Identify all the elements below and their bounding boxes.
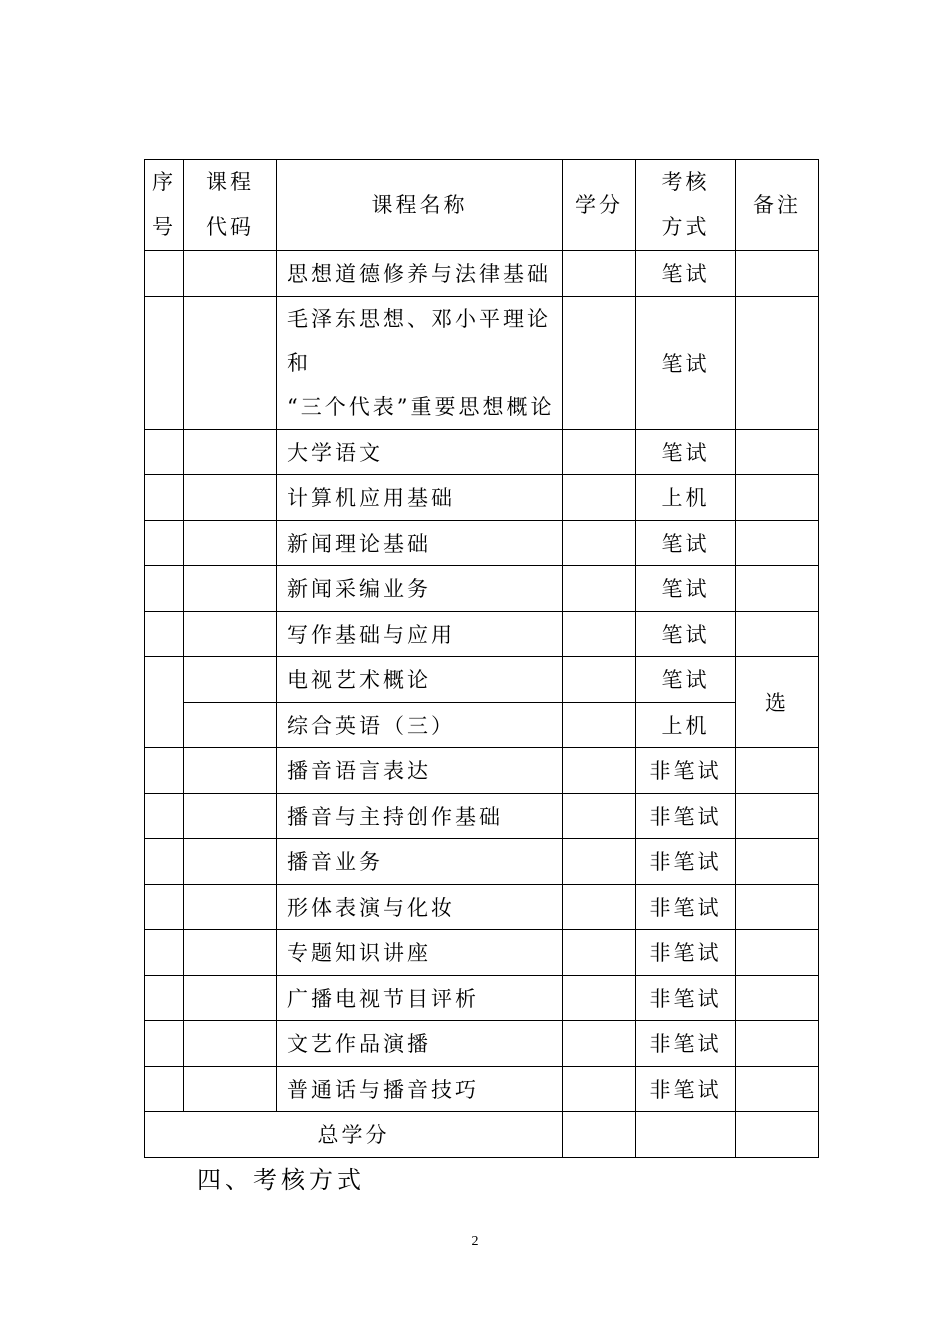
code-cell	[184, 975, 277, 1021]
course-name: 播音与主持创作基础	[277, 793, 563, 839]
code-cell	[184, 1021, 277, 1067]
table-row	[145, 429, 819, 475]
note-cell	[736, 1066, 819, 1112]
total-credit-value	[563, 1112, 636, 1158]
course-name: 播音业务	[277, 839, 563, 885]
seq-cell	[145, 975, 184, 1021]
table-row	[145, 975, 819, 1021]
seq-cell	[145, 475, 184, 521]
total-credits-label: 总学分	[145, 1112, 563, 1158]
credit-cell	[563, 702, 636, 748]
seq-cell	[145, 839, 184, 885]
exam-method: 笔试	[636, 566, 736, 612]
elective-note: 选	[736, 657, 819, 748]
seq-cell	[145, 1066, 184, 1112]
note-cell	[736, 611, 819, 657]
table-row	[145, 839, 819, 885]
seq-cell	[145, 566, 184, 612]
code-cell	[184, 702, 277, 748]
code-cell	[184, 930, 277, 976]
table-row	[145, 657, 819, 703]
exam-method: 非笔试	[636, 930, 736, 976]
code-cell	[184, 884, 277, 930]
course-name: 新闻理论基础	[277, 520, 563, 566]
exam-method: 笔试	[636, 520, 736, 566]
course-name: 综合英语（三）	[277, 702, 563, 748]
course-name: 毛泽东思想、邓小平理论和 “三个代表”重要思想概论	[277, 296, 563, 429]
table-header-row	[145, 160, 819, 251]
code-cell	[184, 566, 277, 612]
credit-cell	[563, 884, 636, 930]
table-row	[145, 930, 819, 976]
code-cell	[184, 839, 277, 885]
note-cell	[736, 520, 819, 566]
seq-cell	[145, 657, 184, 748]
credit-cell	[563, 520, 636, 566]
course-name: 思想道德修养与法律基础	[277, 251, 563, 297]
exam-method: 上机	[636, 475, 736, 521]
seq-cell	[145, 611, 184, 657]
header-course-code: 课程 代码	[184, 160, 277, 251]
credit-cell	[563, 975, 636, 1021]
credit-cell	[563, 296, 636, 429]
seq-cell	[145, 748, 184, 794]
note-cell	[736, 975, 819, 1021]
seq-cell	[145, 1021, 184, 1067]
exam-method: 非笔试	[636, 1021, 736, 1067]
table-row	[145, 611, 819, 657]
table-row	[145, 566, 819, 612]
header-exam-method: 考核 方式	[636, 160, 736, 251]
note-cell	[736, 296, 819, 429]
seq-cell	[145, 884, 184, 930]
course-name: 文艺作品演播	[277, 1021, 563, 1067]
table-row	[145, 793, 819, 839]
code-cell	[184, 520, 277, 566]
code-cell	[184, 251, 277, 297]
table-row	[145, 1021, 819, 1067]
seq-cell	[145, 930, 184, 976]
code-cell	[184, 296, 277, 429]
seq-cell	[145, 296, 184, 429]
header-seq: 序 号	[145, 160, 184, 251]
credit-cell	[563, 839, 636, 885]
note-cell	[736, 930, 819, 976]
code-cell	[184, 1066, 277, 1112]
exam-method: 笔试	[636, 611, 736, 657]
credit-cell	[563, 930, 636, 976]
credit-cell	[563, 566, 636, 612]
course-table	[144, 159, 819, 1158]
exam-method: 非笔试	[636, 839, 736, 885]
table-row	[145, 296, 819, 429]
total-note-cell	[736, 1112, 819, 1158]
table-row	[145, 251, 819, 297]
exam-method: 笔试	[636, 251, 736, 297]
note-cell	[736, 475, 819, 521]
header-credit: 学分	[563, 160, 636, 251]
exam-method: 非笔试	[636, 884, 736, 930]
table-row	[145, 702, 819, 748]
total-exam-cell	[636, 1112, 736, 1158]
code-cell	[184, 748, 277, 794]
header-course-name: 课程名称	[277, 160, 563, 251]
credit-cell	[563, 611, 636, 657]
seq-cell	[145, 251, 184, 297]
table-row	[145, 520, 819, 566]
note-cell	[736, 429, 819, 475]
seq-cell	[145, 429, 184, 475]
table-row	[145, 748, 819, 794]
credit-cell	[563, 1021, 636, 1067]
course-name: 电视艺术概论	[277, 657, 563, 703]
code-cell	[184, 429, 277, 475]
course-name: 专题知识讲座	[277, 930, 563, 976]
course-name: 大学语文	[277, 429, 563, 475]
note-cell	[736, 793, 819, 839]
total-row	[145, 1112, 819, 1158]
course-name: 普通话与播音技巧	[277, 1066, 563, 1112]
credit-cell	[563, 251, 636, 297]
table-row	[145, 475, 819, 521]
exam-method: 笔试	[636, 657, 736, 703]
code-cell	[184, 793, 277, 839]
course-name: 广播电视节目评析	[277, 975, 563, 1021]
exam-method: 非笔试	[636, 793, 736, 839]
code-cell	[184, 657, 277, 703]
note-cell	[736, 1021, 819, 1067]
note-cell	[736, 566, 819, 612]
table-row	[145, 884, 819, 930]
exam-method: 非笔试	[636, 975, 736, 1021]
seq-cell	[145, 520, 184, 566]
note-cell	[736, 884, 819, 930]
note-cell	[736, 251, 819, 297]
credit-cell	[563, 429, 636, 475]
note-cell	[736, 748, 819, 794]
credit-cell	[563, 475, 636, 521]
table-row	[145, 1066, 819, 1112]
seq-cell	[145, 793, 184, 839]
course-name: 播音语言表达	[277, 748, 563, 794]
code-cell	[184, 611, 277, 657]
course-name: 形体表演与化妆	[277, 884, 563, 930]
credit-cell	[563, 793, 636, 839]
exam-method: 上机	[636, 702, 736, 748]
exam-method: 笔试	[636, 429, 736, 475]
code-cell	[184, 475, 277, 521]
course-name: 写作基础与应用	[277, 611, 563, 657]
credit-cell	[563, 748, 636, 794]
course-name: 新闻采编业务	[277, 566, 563, 612]
credit-cell	[563, 1066, 636, 1112]
note-cell	[736, 839, 819, 885]
header-note: 备注	[736, 160, 819, 251]
credit-cell	[563, 657, 636, 703]
exam-method: 笔试	[636, 296, 736, 429]
exam-method: 非笔试	[636, 748, 736, 794]
exam-method: 非笔试	[636, 1066, 736, 1112]
page-number: 2	[471, 1234, 479, 1249]
course-name: 计算机应用基础	[277, 475, 563, 521]
section-heading: 四、考核方式	[197, 1166, 365, 1194]
